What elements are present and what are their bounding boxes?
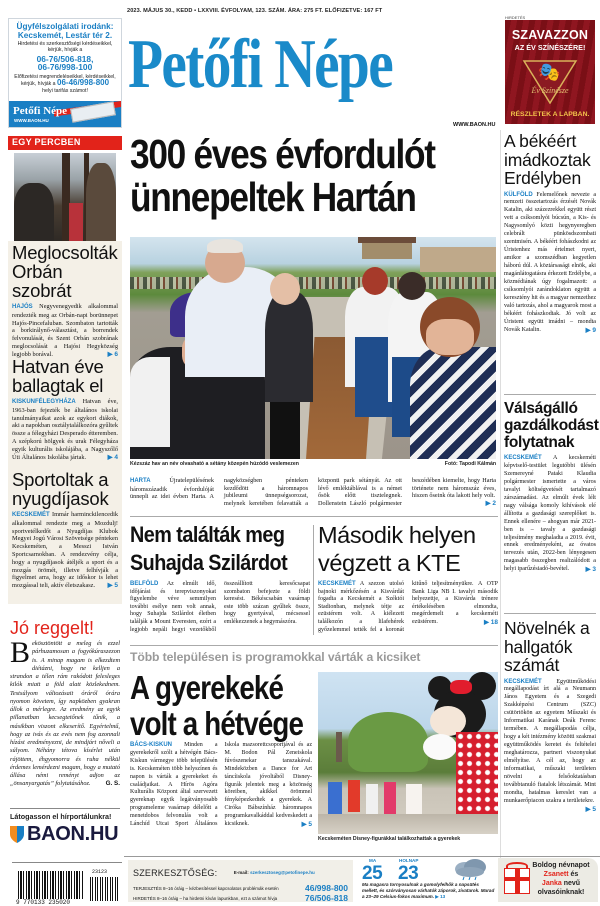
tomorrow-temp: 23	[398, 863, 419, 884]
distribution-text: TERJESZTÉS 8–16 óráig – kézbesítéssel kapcsolatos problémák esetén	[133, 885, 279, 891]
service-phone-1[interactable]: 06-76/506-818,	[36, 53, 94, 64]
article-keyword: BÁCS-KISKUN	[130, 742, 172, 748]
weather-description	[362, 882, 496, 900]
headline-line-1: A gyerekeké	[130, 669, 284, 706]
service-url[interactable]: WWW.BAON.HU	[14, 118, 49, 123]
shield-icon	[10, 826, 24, 843]
article-keyword: KÜLFÖLD	[504, 191, 533, 198]
service-phone-2[interactable]: 06-76/998-100	[37, 62, 93, 73]
page-ref-number: 5	[308, 821, 312, 829]
article-text: Hatvan éve, 1963-ban fejezték be általános iskolai tanulmányaikat azok az egykori diákok, aki a napokban osztálytalálkozóra gyűltek össze a félegyházi Desperado étteremben. A szépkorú hölgyek és urak Félegyháza egyik kulturális iskolájába, a Nagyszőlő Úti Általános Iskolába jártak.	[12, 398, 118, 461]
jo-reggelt-column	[10, 618, 120, 789]
main-article-body	[130, 477, 496, 507]
customer-service-box	[8, 18, 122, 128]
disney-figures-photo	[318, 672, 498, 834]
today-label: MA	[369, 858, 377, 863]
theater-masks-icon: 🎭	[538, 62, 561, 82]
name-day-name-2: Janka	[541, 880, 562, 887]
article-headline[interactable]: Hatvan éve ballagtak el	[12, 356, 104, 396]
section-label-egy-percben: EGY PERCBEN	[8, 136, 122, 150]
article-headline[interactable]: Válságálló gazdálkodást folytatnak	[504, 400, 599, 451]
headline-line-2: Suhajda Szilárdot	[130, 550, 288, 575]
barcode-addon-number: 23123	[92, 869, 108, 875]
newspaper-title[interactable]: Petőfi Népe	[128, 26, 393, 103]
article-keyword: KECSKEMÉT	[318, 581, 356, 587]
article-keyword: KECSKEMÉT	[504, 678, 542, 685]
baon-visit-text: Látogasson el hírportálunkra!	[10, 812, 112, 821]
divider	[504, 613, 596, 614]
page-ref-number: 5	[114, 582, 118, 590]
page-ref-link[interactable]: ▶ 3	[585, 566, 596, 574]
ad-badge: Év Színésze	[531, 86, 569, 95]
article-body	[504, 192, 596, 335]
service-logo: Petőfi Népe	[13, 105, 68, 117]
article-novelnek[interactable]	[504, 619, 596, 814]
article-hatvan-eve[interactable]	[12, 357, 118, 461]
service-footer-banner	[9, 101, 121, 127]
article-body	[130, 742, 312, 829]
advertising-text: HIRDETÉS 8–16 óráig – ha hirdetni kíván lapunkban, ezt a számot hívja	[133, 895, 278, 901]
article-text: Felemelőnek nevezte a nemzeti összetartozás érzését Novák Katalin, aki százezrekkel együtt részt vett a csíksomlyói búcsún, a Kis- és Nagysomlyó közti hegynyeregben celebrált pünkösdszombati szentmisén. A békéért fohászkodni az Úristenhez más értelmet nyert, amikor a szomszédban kegyetlen háború dúl. A köztársasági elnök, aki magánlátogatásra érkezett Erdélybe, a közmédiának úgy fogalmazott: a csíksomlyói zarándoklaton együtt a keresztény hit és a magyar nemzethez való tartozás, ahol a magyarok most a békéért fohászkodtak. Jó volt az Úristent együtt imádni – mondta Novák Katalin.	[504, 191, 597, 333]
ad-headline: SZAVAZZON	[511, 28, 589, 42]
baon-promo[interactable]	[10, 808, 120, 846]
page-ref-link[interactable]: ▶ 18	[483, 618, 498, 626]
headline-kte[interactable]	[318, 521, 498, 577]
service-title-2: Kecskemét, Lestár tér 2.	[17, 31, 113, 40]
footer-divider	[124, 856, 600, 857]
service-desc-2	[9, 72, 121, 88]
page-ref-number: 5	[592, 805, 596, 813]
service-desc-3: helyi tarifás számot!	[42, 87, 88, 94]
page-ref-link[interactable]: ▶ 5	[107, 582, 118, 590]
ad-details: RÉSZLETEK A LAPBAN.	[510, 111, 590, 118]
name-day-readers: olvasóinknak!	[537, 889, 585, 896]
article-meglocsoltak[interactable]	[12, 243, 118, 359]
photo-credit: Fotó: Tapodi Kálmán	[444, 461, 496, 467]
page-ref-number: 4	[114, 453, 118, 461]
article-bekeert[interactable]	[504, 132, 596, 335]
baon-logo-text: BAON.HU	[27, 823, 119, 845]
article-body	[130, 477, 496, 507]
headline-line-2: végzett a KTE	[318, 550, 461, 576]
article-text: A kecskeméti képviselő-testület legutóbbi ülésén Szemereyné Pataki Klaudia polgármester ismertette a város tavalyi költségvetését tartalmazó zárszámadást. Az elmúlt évek lélt nagy válsága komoly kihívások elé állította a gazdasági szereplőket is. Ennek ellenére – ahogyan már 2021-ben is – tavaly a gazdasági teljesítmény meghaladta a 2019. évit, ennek eredményeként, az óvatos tervezés után, 2022-ben lényegesen magasabb összegben realizálódott a helyi iparűzésiadó-bevétel.	[504, 455, 596, 573]
article-text: Negyvenegyedik alkalommal rendezték meg az Orbán-napi borünnepet Hajós-Pincefaluban. Szombaton tartották a borkirálynő-választást, a borrendek felvonulását, és Szent Orbán szobrának meglocsolását a Hajósi Hegyközség legjobb borával.	[12, 303, 118, 358]
editorial-contact-box	[128, 860, 353, 902]
page-ref-number: 6	[114, 350, 118, 358]
statue-photo	[14, 153, 116, 241]
suhajda-article-body	[130, 581, 310, 634]
baon-logo[interactable]	[10, 823, 120, 846]
article-headline[interactable]: Növelnék a hallgatók számát	[504, 618, 590, 675]
page-ref-link[interactable]: ▶ 5	[301, 821, 312, 829]
name-day-greeting: Boldog névnapot	[532, 862, 590, 869]
article-text: A szezon utolsó bajnoki mérkőzésén a Kisvárdát fogadta a Kecskemét a Széktói Stadionban, melynek tétje az ezüstérem volt. A kiélezett találkozón a lilafehérek győzelemmel tették fel a koronát kitűnő teljesítményükre. A OTP Bank Liga NB I. tavalyi második helyezettje, a Kisvárda trénere értékelésében elmondta, megérdemelt a kecskeméti ezüstérem.	[318, 581, 498, 633]
barcode-addon-icon	[90, 877, 118, 901]
headline-suhajda[interactable]	[130, 521, 288, 577]
article-keyword: HAJÓS	[12, 304, 33, 310]
photo-caption: Kézszáz hav an név olvasható a sétány közepén húzódó veslemezen	[130, 461, 299, 467]
page-ref-number: 3	[592, 566, 596, 574]
service-phone-3[interactable]: 06-46/998-800	[57, 78, 110, 88]
column-title: Jó reggelt!	[10, 618, 95, 638]
barcode	[12, 862, 122, 906]
barcode-main-icon	[18, 871, 84, 899]
page-ref-link[interactable]: ▶ 6	[107, 350, 118, 358]
article-text: Immár harminckilencedik alkalommal rendezte meg a Mozdulj! sportvetélkedőt a Nyugdíjas Klubok Megyei Jogú Városi Szövetsége pénteken Kecskeméten, a Messzi István Sportcsarnokban. A rendezvény célja, hogy a nyugdíjasok átéljék a sport és a mozgás örömét, illetve felhívják a figyelmet arra, hogy az időskor is lehet mozgással teli, aktív életszakasz.	[12, 511, 118, 590]
main-headline-line-2: ünnepeltek Hartán	[130, 174, 416, 220]
newspaper-icon	[70, 101, 116, 122]
article-text: Újratelepülésének háromszázadik évfordulóját ünnepli az idei évben Harta. A nagyközségben pénteken kezdődött a háromnapos jubileumi ünnepségsorozat, melynek keretében felavatták a központi park sétányát. Az ott lévő emléktáblával is a német ősök előtt tisztelegnek. Dollenstein László polgármester beszédében kiemelte, hogy Harta története nem háromszáz éves, hiszen őseink óta lakott hely volt.	[130, 477, 496, 507]
ad-subheadline: AZ ÉV SZÍNÉSZÉRE!	[514, 43, 586, 52]
dateline: 2023. MÁJUS 30., KEDD • LXXVIII. ÉVFOLYAM, 123. SZÁM. ÁRA: 275 FT. ELŐFIZETVE: 167 FT	[127, 8, 383, 14]
page-ref-number: 13	[440, 894, 446, 899]
weather-text: Ma magasra tornyosulnak a gomolyfelhők a napsütés mellett, és szórványosan várhatók záporok, zivatarok. Marad a 23–29 Celsius-fokos maximum.	[362, 882, 495, 899]
page-ref-link[interactable]: ▶ 2	[485, 499, 496, 507]
weather-box	[361, 858, 495, 904]
harta-ceremony-photo	[130, 237, 496, 459]
service-desc-1: Hirdetési és szerkesztőségi kérdéseikkel, kérjük, hívják a	[17, 41, 113, 54]
service-title-1: Ügyfélszolgálati irodánk:	[16, 22, 114, 31]
distribution-phone[interactable]: 46/998-800	[304, 883, 348, 893]
name-day-and: és	[570, 871, 579, 878]
barcode-number: 9 770133 235020	[16, 899, 71, 906]
article-keyword: BELFÖLD	[130, 581, 159, 587]
article-body	[12, 398, 118, 461]
email-label: E-mail:	[233, 870, 249, 875]
headline-line-2: volt a hétvége	[130, 705, 304, 742]
drop-cap: B	[10, 636, 31, 669]
page-ref-link[interactable]: ▶ 5	[585, 805, 596, 813]
name-day-box	[498, 858, 598, 902]
article-body	[130, 581, 310, 634]
kte-article-body	[318, 581, 498, 634]
column-text	[10, 636, 120, 789]
subheadline-kids: Több településen is programokkal várták a kicsiket	[130, 650, 421, 664]
page-ref-link[interactable]: ▶ 4	[107, 453, 118, 461]
article-headline[interactable]: A békéért imádkoztak Erdélyben	[504, 131, 591, 188]
main-headline[interactable]	[130, 133, 448, 219]
page-ref-number: 9	[592, 326, 596, 334]
kids-article-body	[130, 742, 312, 829]
divider	[130, 645, 498, 646]
service-desc-2-text: Előfizetési megrendeléseikkel, kérdéseikkel, kérjük, hívják a	[14, 74, 116, 88]
distribution-row	[133, 883, 348, 893]
headline-line-1: Nem találták meg	[130, 522, 285, 547]
tomorrow-label: HOLNAP	[399, 858, 419, 863]
photo-caption-row	[130, 461, 496, 467]
column-body: ekösztöntött a meleg és ezzel párhuzamosan a fogyókúraszezon is. A minap magam is elkezdtem diétázni, hogy ne kelljen a strandon a télen rám rakódott felesleges kilók miatt a föld alatt közlekednem. Testsúlyom változásait óráról órára nyomon követem, így napközben gyakran állok a mérlegre. Az eredmény az egyik pillanatban kecsegtetőnek tűnik, a másikban viszont elkeserítő. Egyértelmű, hogy az ivás és az evés nem fog azonnali hízást eredményezni, de mindjárt nőveli a súlyom. Néhány tétova kísérlet után rájöttem, éhgyomorra és ruha nélkül érdemes lemérdezni magam, hogy a mutató állása némi reményt adjon az „önsanyargatás” folytatásához.	[10, 640, 120, 788]
article-body	[504, 455, 596, 574]
page-ref-link[interactable]: ▶ 9	[585, 326, 596, 334]
divider	[130, 516, 498, 517]
article-keyword: KECSKEMÉT	[12, 512, 50, 518]
main-headline-line-1: 300 éves évfordulót	[130, 131, 435, 177]
advertising-phone[interactable]: 76/506-818	[304, 893, 348, 903]
name-day-text	[526, 861, 596, 897]
column-signature: G. S.	[105, 780, 120, 788]
name-day-name-1: Zsanett	[543, 871, 569, 878]
page-ref-number: 18	[490, 618, 498, 626]
ad-label: HIRDETÉS	[505, 15, 526, 20]
article-body	[504, 678, 596, 813]
article-text: Együttműködési megállapodást írt alá a Neumann János Egyetem és a Szegedi Szakképzési Centrum (SZC) csütörtökön az egyetem Műszaki és Informatikai Karának Deák Ferenc termében. A megállapodás célja, hogy a két intézmény közötti szakmai együttműködés keretei és feltételei meghatározza, partneri viszonyukat elmélyítse. A cél az, hogy az informatikai, műszaki területen növelni a felsőoktatásban továbbtanuló fiatalok létszámát. Mint mondta, hatalmas kereslet van a munkaerőpiacon szakra a területekre.	[504, 678, 596, 804]
article-text: Minden a gyerekekről szólt a hétvégén Bács-Kiskun vármegye több településén is. Kecskeméten több helyszínen és napon is várták a gyerekeket és családjaikat. A Hírös Agóra Kulturális Központ által szervezett gyereknap egyik legátványosabb programeleme vasárnap délelőtt a menetdobos felvonulás volt a Lánchíd Utcai Sport Általános Iskola mazsorettcsoportjával és az M. Bodon Pál Zeneiskola fúvószenekar tanszakával. Mindeközben a Dance for Art táncíiskola jóvoltából Disney-figurák jelentek meg a közönség köreiben, akikkel örömmel fényképezkedtek a gyerekek. A Ciróka Bábszínház háromnapos programkavalkáddal kedveskedett a kicsiknek.	[130, 742, 312, 828]
headline-line-1: Második helyen	[318, 522, 476, 548]
article-keyword: KISKUNFÉLEGYHÁZA	[12, 399, 76, 405]
article-text: Az elmúlt idő, időjárási és terepviszonyokat figyelembe véve semmilyen további esélye nem volt annak, hogy Suhajda Szilárdot életben találják a Mount Everesten, ezért a legjobb nepáli hegyi vezetőkből összeállított keresőcsapat szombaton befejezte a földi keresést. Békéscsabán vasárnap este több százan gyűltek össze, hogy gyertyával, mécsessel emlékezzenek a hegymászóra.	[130, 581, 310, 633]
article-valsagallo[interactable]	[504, 400, 599, 574]
disney-photo-caption: Kecskeméten Disney-figurákkal találkozhattak a gyerekek	[318, 836, 461, 842]
advertising-row	[133, 893, 348, 903]
article-sportoltak[interactable]	[12, 470, 118, 590]
actor-vote-ad[interactable]	[505, 20, 595, 124]
name-day-suffix: nevű	[563, 880, 581, 887]
article-keyword: HARTA	[130, 478, 151, 484]
article-body	[318, 581, 498, 634]
article-headline[interactable]: Sportoltak a nyugdíjasok	[12, 469, 109, 509]
editorial-email[interactable]	[234, 870, 315, 875]
article-body	[12, 511, 118, 590]
email-address[interactable]: szerkesztoseg@petofinepe.hu	[250, 870, 315, 875]
masthead-url[interactable]: WWW.BAON.HU	[453, 122, 496, 128]
page-ref-link[interactable]: ▶ 13	[435, 894, 446, 899]
editorial-title: SZERKESZTŐSÉG:	[133, 868, 218, 878]
page-ref-number: 2	[492, 499, 496, 507]
vertical-divider	[313, 525, 314, 635]
today-temp: 25	[362, 863, 383, 884]
article-headline[interactable]: Meglocsolták Orbán szobrát	[12, 242, 118, 301]
rain-cloud-icon	[451, 859, 489, 881]
divider	[504, 394, 596, 395]
article-body	[12, 303, 118, 359]
headline-kids-weekend[interactable]	[130, 669, 304, 742]
article-keyword: KECSKEMÉT	[504, 455, 542, 461]
